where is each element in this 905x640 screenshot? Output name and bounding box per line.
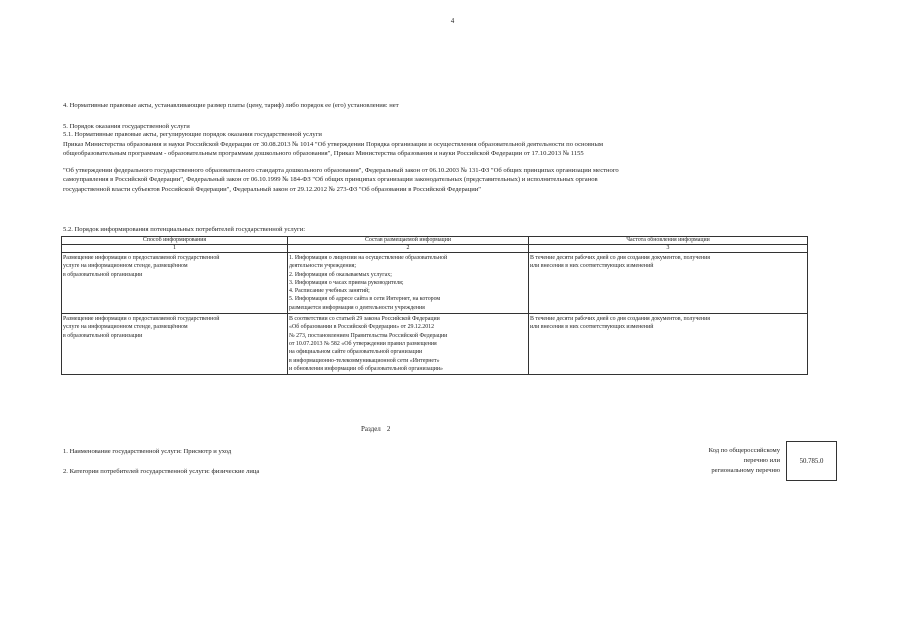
table-index-row: [62, 245, 808, 253]
cell-text: на официальном сайте образовательной организации: [289, 349, 423, 356]
code-label-line: перечню или: [743, 457, 780, 464]
cell-text: Размещение информации о предоставляемой государственной: [63, 316, 220, 323]
consumer-category: 2. Категории потребителей государственной услуги: физические лица: [63, 468, 260, 475]
code-label-line: региональному перечню: [711, 467, 780, 474]
cell-text: В течение десяти рабочих дней со дня создания документов, получения: [530, 255, 710, 261]
column-index: 2: [288, 245, 529, 253]
cell-text: «Об образовании в Российской Федерации» от 29.12.2012: [289, 324, 435, 331]
cell-text: 3. Информация о часах приема руководителя;: [289, 279, 404, 286]
cell-text: в информационно-телекоммуникационной сети «Интернет»: [289, 357, 440, 364]
section-heading: [361, 425, 396, 433]
cell-text: Размещение информации о предоставляемой государственной: [63, 255, 220, 261]
method-cell: [62, 314, 288, 375]
page-number: 4: [450, 17, 455, 25]
cell-text: от 10.07.2013 № 582 «Об утверждении правил размещения: [289, 340, 437, 347]
cell-text: размещается информация о деятельности учреждения: [289, 304, 425, 311]
regulatory-act-line: самоуправления в Российской Федерации", Федеральный закон от 06.10.1999 № 184-ФЗ "Об общих принципах организации законодательных (представительных) и исполнительных органов: [63, 176, 598, 183]
cell-text: в образовательной организации: [63, 271, 143, 278]
informing-table: [61, 236, 808, 375]
service-code-value: 50.785.0: [799, 457, 824, 465]
cell-text: и обновления информации об образовательной организации»: [289, 365, 443, 372]
content-cell: [288, 314, 529, 375]
column-index: 3: [529, 245, 808, 253]
regulatory-act-line: государственной власти субъектов Российской Федерации", Федеральный закон от 29.12.2012 № 273-ФЗ "Об образовании в Российской Федерации": [63, 186, 481, 193]
table-header-row: [62, 237, 808, 245]
code-label-line: Код по общероссийскому: [708, 447, 780, 454]
cell-text: или внесения в них соответствующих изменений: [530, 263, 654, 270]
section-5-1-subtitle: 5.1. Нормативные правовые акты, регулирующие порядок оказания государственной услуги: [63, 131, 322, 138]
regulatory-act-line: Приказ Министерства образования и науки Российской Федерации от 30.08.2013 № 1014 "Об утверждении Порядка организации и осуществления образовательной деятельности по основным: [63, 141, 604, 148]
column-header: Способ информирования: [62, 237, 288, 245]
section-label: Раздел: [361, 425, 381, 433]
section-number: 2: [386, 425, 391, 433]
section-4-fees: 4. Нормативные правовые акты, устанавливающие размер платы (цену, тариф) либо порядок ее (его) установления: нет: [63, 102, 399, 109]
table-row: [62, 253, 808, 314]
cell-text: № 273, постановлением Правительства Российской Федерации: [289, 332, 448, 339]
cell-text: 1. Информация о лицензии на осуществление образовательной: [289, 255, 448, 261]
column-header: Частота обновления информации: [529, 237, 808, 245]
table-row: [62, 314, 808, 375]
cell-text: услуге на информационном стенде, размещённом: [63, 324, 188, 331]
service-name: 1. Наименование государственной услуги: Присмотр и уход: [63, 448, 232, 455]
regulatory-act-line: общеобразовательным программам - образовательным программам дошкольного образования", Приказ Министерства образования и науки Российской Федерации от 17.10.2013 № 1155: [63, 150, 584, 157]
cell-text: 4. Расписание учебных занятий;: [289, 288, 370, 295]
service-code-box: [786, 441, 837, 481]
cell-text: 5. Информация об адресе сайта в сети Интернет, на котором: [289, 296, 441, 303]
section-5-title: 5. Порядок оказания государственной услуги: [63, 123, 190, 130]
cell-text: В соответствии со статьей 29 закона Российской Федерации: [289, 316, 440, 323]
column-index: 1: [62, 245, 288, 253]
method-cell: [62, 253, 288, 314]
cell-text: В течение десяти рабочих дней со дня создания документов, получения: [530, 316, 710, 323]
frequency-cell: [529, 253, 808, 314]
column-header: Состав размещаемой информации: [288, 237, 529, 245]
regulatory-act-line: "Об утверждении федерального государственного образовательного стандарта дошкольного образования", Федеральный закон от 06.10.2003 № 131-ФЗ "Об общих принципах организации местного: [63, 167, 619, 174]
cell-text: 2. Информация об оказываемых услугах;: [289, 271, 392, 278]
cell-text: или внесения в них соответствующих изменений: [530, 324, 654, 331]
section-5-2-title: 5.2. Порядок информирования потенциальных потребителей государственной услуги:: [63, 226, 306, 233]
content-cell: [288, 253, 529, 314]
cell-text: услуге на информационном стенде, размещённом: [63, 263, 188, 270]
frequency-cell: [529, 314, 808, 375]
cell-text: в образовательной организации: [63, 332, 143, 339]
cell-text: деятельности учреждения;: [289, 263, 356, 270]
